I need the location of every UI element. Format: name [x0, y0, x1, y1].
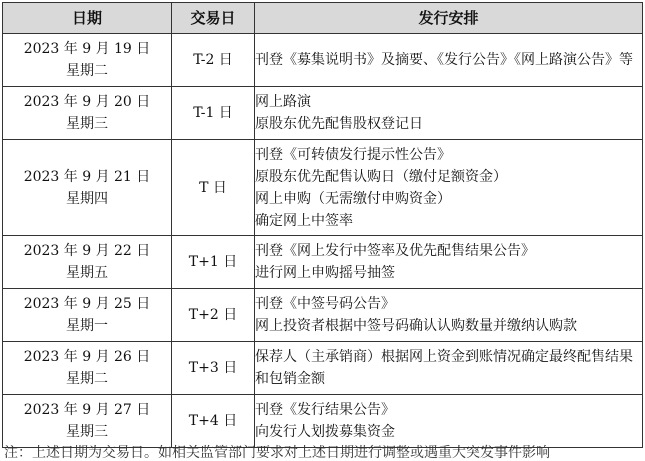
date-text: 2023 年 9 月 22 日: [23, 243, 151, 259]
arrangement-cell: [255, 140, 643, 236]
table-row: [3, 34, 643, 87]
arrangement-line: 刊登《网上发行中签率及优先配售结果公告》: [255, 243, 535, 259]
date-text: 2023 年 9 月 26 日: [23, 349, 151, 365]
weekday-text: 星期三: [66, 116, 108, 132]
table-row: [3, 140, 643, 236]
arrangement-line: 进行网上申购摇号抽签: [255, 265, 395, 281]
arrangement-cell: [255, 395, 643, 448]
date-text: 2023 年 9 月 20 日: [23, 94, 151, 110]
arrangement-line: 刊登《发行结果公告》: [255, 402, 395, 418]
weekday-text: 星期四: [66, 190, 108, 207]
header-arrangement: 发行安排: [255, 3, 643, 34]
table-row: [3, 395, 643, 448]
weekday-text: 星期三: [66, 424, 108, 440]
arrangement-line: 向发行人划拨募集资金: [255, 424, 395, 440]
arrangement-line: 网上申购（无需缴付申购资金）: [255, 190, 451, 207]
arrangement-cell: [255, 236, 643, 289]
table-row: [3, 289, 643, 342]
date-text: 2023 年 9 月 21 日: [23, 168, 151, 185]
trading-day-cell: T+2 日: [172, 289, 255, 342]
table-header-row: [3, 3, 643, 34]
weekday-text: 星期二: [66, 371, 108, 387]
date-text: 2023 年 9 月 19 日: [23, 41, 151, 57]
trading-day-cell: T+4 日: [172, 395, 255, 448]
arrangement-cell: [255, 342, 643, 395]
arrangement-line: 网上投资者根据中签号码确认认购数量并缴纳认购款: [255, 318, 577, 334]
footnote-cropped: [4, 445, 644, 461]
arrangement-line: 刊登《中签号码公告》: [255, 296, 395, 312]
trading-day-cell: T+3 日: [172, 342, 255, 395]
trading-day-cell: T-2 日: [172, 34, 255, 87]
header-trading-day: 交易日: [172, 3, 255, 34]
weekday-text: 星期五: [66, 265, 108, 281]
date-cell: [3, 342, 172, 395]
issuance-schedule-table: [2, 2, 643, 448]
trading-day-cell: T 日: [172, 140, 255, 236]
arrangement-cell: [255, 87, 643, 140]
arrangement-line: 网上路演: [255, 94, 311, 110]
table-row: [3, 236, 643, 289]
weekday-text: 星期一: [66, 318, 108, 334]
date-cell: [3, 236, 172, 289]
arrangement-cell: [255, 34, 643, 87]
weekday-text: 星期二: [66, 63, 108, 79]
footnote-text: 注：上述日期为交易日。如相关监管部门要求对上述日期进行调整或遇重大突发事件影响: [4, 445, 550, 461]
arrangement-line: 刊登《募集说明书》及摘要、《发行公告》《网上路演公告》等: [255, 52, 633, 68]
date-cell: [3, 87, 172, 140]
table-row: [3, 87, 643, 140]
arrangement-line: 原股东优先配售认购日（缴付足额资金）: [255, 168, 507, 185]
arrangement-line: 确定网上中签率: [255, 212, 353, 229]
date-cell: [3, 289, 172, 342]
date-cell: [3, 140, 172, 236]
date-cell: [3, 34, 172, 87]
header-date: 日期: [3, 3, 172, 34]
date-text: 2023 年 9 月 25 日: [23, 296, 151, 312]
arrangement-line: 保荐人（主承销商）根据网上资金到账情况确定最终配售结果和包销金额: [255, 349, 633, 387]
arrangement-line: 刊登《可转债发行提示性公告》: [255, 146, 451, 163]
trading-day-cell: T+1 日: [172, 236, 255, 289]
date-cell: [3, 395, 172, 448]
arrangement-line: 原股东优先配售股权登记日: [255, 116, 423, 132]
table-row: [3, 342, 643, 395]
trading-day-cell: T-1 日: [172, 87, 255, 140]
date-text: 2023 年 9 月 27 日: [23, 402, 151, 418]
arrangement-cell: [255, 289, 643, 342]
